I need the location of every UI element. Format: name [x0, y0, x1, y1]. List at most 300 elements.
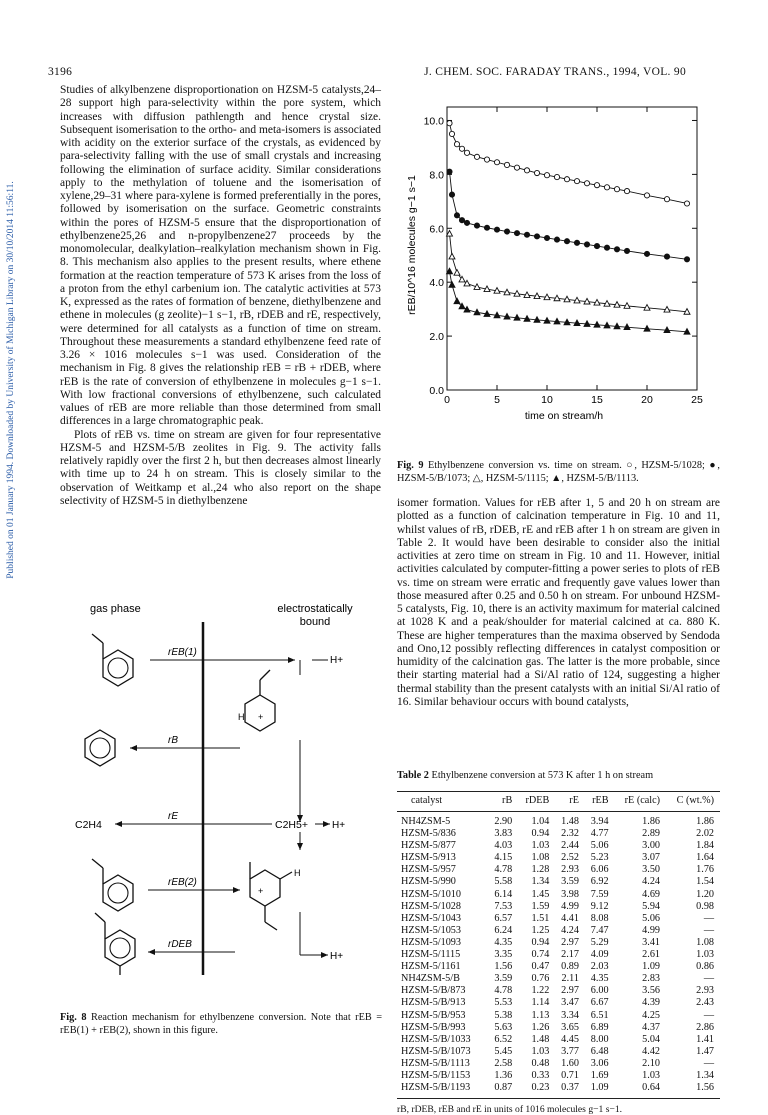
table-cell: 2.86	[696, 1021, 714, 1033]
table-cell: HZSM-5/B/913	[401, 997, 466, 1009]
table-cell: 5.29	[590, 936, 609, 948]
data-point	[454, 213, 459, 218]
table-row	[397, 997, 720, 1009]
table-cell: HZSM-5/1093	[401, 936, 461, 948]
table-cell: 2.90	[494, 816, 513, 827]
table-cell: 1.59	[531, 900, 550, 912]
table-cell: 7.47	[590, 924, 609, 936]
table-cell: 2.17	[561, 949, 579, 961]
data-point	[459, 146, 464, 151]
table-cell: HZSM-5/1053	[401, 924, 461, 936]
table-cell: 3.77	[561, 1045, 579, 1057]
table-cell: 4.24	[642, 876, 660, 888]
table-cell: 2.43	[696, 997, 714, 1009]
page-number: 3196	[48, 66, 73, 78]
table-row	[397, 864, 720, 876]
table-cell: 1.48	[561, 816, 579, 827]
table-cell: 4.77	[590, 828, 609, 840]
table-cell: 3.94	[590, 816, 609, 827]
data-point	[564, 239, 569, 244]
table-cell: 5.45	[494, 1045, 513, 1057]
fig9-caption	[397, 460, 720, 485]
data-point	[684, 257, 689, 262]
table-row	[397, 840, 720, 852]
h-plus-2: H+	[332, 820, 346, 831]
table-cell: 3.98	[561, 888, 579, 900]
table-cell: 0.87	[489, 1082, 519, 1099]
table-cell: 6.14	[494, 888, 513, 900]
table-cell: 4.15	[494, 852, 513, 864]
data-point	[604, 245, 609, 250]
table-cell: —	[703, 924, 714, 936]
table-cell: 1.56	[494, 961, 513, 973]
data-point	[564, 177, 569, 182]
data-point	[554, 174, 559, 179]
table-row	[397, 1010, 720, 1022]
table-cell: 4.39	[642, 997, 660, 1009]
table-cell: 4.78	[494, 985, 513, 997]
table-cell: HZSM-5/1161	[401, 961, 461, 973]
bound-label: bound	[299, 616, 331, 628]
electrostatically-label: electrostatically	[277, 603, 353, 615]
figure-9	[397, 85, 720, 465]
data-point	[584, 181, 589, 186]
sigma-h-2: H	[294, 868, 301, 878]
table-cell: 3.65	[561, 1021, 579, 1033]
data-point	[447, 121, 452, 126]
data-point	[464, 220, 469, 225]
table-cell: 2.11	[561, 973, 579, 985]
fig9-caption-label: Fig. 9	[397, 460, 424, 471]
table2-header-cell: rDEB	[518, 792, 555, 812]
table-cell: 1.03	[642, 1069, 660, 1081]
data-point	[494, 160, 499, 165]
table-cell: 4.69	[642, 888, 660, 900]
table-cell: 4.35	[590, 973, 609, 985]
table-cell: HZSM-5/1115	[401, 949, 461, 961]
series-line	[450, 172, 688, 260]
data-point	[594, 183, 599, 188]
table-row	[397, 1034, 720, 1046]
table-cell: 7.59	[590, 888, 609, 900]
data-point	[464, 150, 469, 155]
table-cell: 2.93	[561, 864, 579, 876]
table-cell: HZSM-5/B/1153	[401, 1069, 471, 1081]
x-tick-label: 10	[541, 394, 553, 406]
data-point	[504, 162, 509, 167]
table-2	[397, 770, 720, 1115]
table-cell: 1.41	[696, 1033, 714, 1045]
table-cell: 3.56	[642, 985, 660, 997]
table-cell: 1.48	[531, 1033, 550, 1045]
table-cell: HZSM-5/1028	[401, 900, 461, 912]
data-point	[644, 193, 649, 198]
plot-frame	[447, 107, 697, 390]
data-point	[454, 270, 460, 276]
table2-title	[397, 770, 720, 781]
x-tick-label: 25	[691, 394, 703, 406]
table-cell: HZSM-5/B/953	[401, 1009, 466, 1021]
table-cell: 6.89	[590, 1021, 609, 1033]
data-point	[594, 243, 599, 248]
table-cell: 4.24	[561, 924, 579, 936]
table-cell: HZSM-5/913	[401, 852, 456, 864]
table-cell: 1.34	[696, 1069, 714, 1081]
table-cell: 1.04	[531, 816, 550, 827]
table-cell: 0.71	[561, 1069, 579, 1081]
ethylbenzene-gas-2	[92, 859, 133, 911]
paragraph-1: Studies of alkylbenzene disproportionation on HZSM-5 catalysts,24–28 support high para-selectivity within the pore system, which increases with diffusion pathlength and hence crystal size. Subsequent isomerisation to the ortho- and meta-isomers is associated with acidity on the exterior surface of the crystals, as evidenced by para-selectivity falling with the use of small crystals and increasing following the elimination of surface acidity. Similar considerations apply to the methylation of toluene and the isomerisation of xylene,29–31 where para-xylene is formed preferentially in the pores, followed by isomerisation on the surface. Geometric constraints within the pores of HZSM-5 ensure that the disproportionation of ethylbenzene25,26 and n-propylbenzene27 proceeds by the monomolecular, dealkylation–realkylation mechanism shown in Fig. 8. This mechanism also applies to the present results, where ethene formation at the reaction temperature of 573 K arises from the loss of a proton from the ethyl carbenium ion. The catalytic activities at 573 K, expressed as the rates of formation of benzene, diethylbenzene and ethene in molecules (g zeolite)−1 s−1, rB, rDEB and rE, respectively, were determined for all catalysts as a function of time on stream. Throughout these measurements a standard ethylbenzene feed rate of 3.26 × 1016 molecules s−1 was used. Consideration of the mechanism in Fig. 8 gives the relationship rEB = rB + rDEB, where rEB is the rate of conversion of ethylbenzene in molecules g−1 s−1. With low fractional conversions of ethylbenzene, such calculated values of rEB are more reliable than those determined from small differences in a large chromatographic peak.	[60, 84, 381, 428]
table-cell: 3.35	[494, 949, 513, 961]
table-cell: 0.89	[561, 961, 579, 973]
table-cell: 3.47	[561, 997, 579, 1009]
table-cell: 1.84	[696, 840, 714, 852]
data-point	[484, 225, 489, 230]
table-cell: 0.47	[531, 961, 550, 973]
table-row	[397, 925, 720, 937]
data-point	[514, 231, 519, 236]
table-row	[397, 973, 720, 985]
data-point	[574, 179, 579, 184]
table-cell: 0.37	[555, 1082, 585, 1099]
sigma-plus-2: +	[258, 886, 264, 896]
h-plus-3: H+	[330, 951, 344, 962]
table-cell: 1.03	[531, 840, 550, 852]
y-tick-label: 10.0	[423, 115, 444, 128]
data-point	[474, 154, 479, 159]
table-cell: 5.04	[642, 1033, 660, 1045]
table-cell: 1.51	[531, 912, 550, 924]
table-cell: 1.26	[531, 1021, 550, 1033]
table-cell: 2.02	[696, 828, 714, 840]
table-cell: 5.53	[494, 997, 513, 1009]
diethylbenzene-gas	[95, 913, 135, 975]
table-cell: 4.45	[561, 1033, 579, 1045]
table-cell: —	[703, 1057, 714, 1069]
table-cell: 4.42	[642, 1045, 660, 1057]
data-point	[449, 131, 454, 136]
table-cell: 4.35	[494, 936, 513, 948]
table-cell: 4.25	[642, 1009, 660, 1021]
table-cell: —	[703, 973, 714, 985]
table-cell: 2.61	[642, 949, 660, 961]
table-row	[397, 1046, 720, 1058]
fig9-caption-text: Ethylbenzene conversion vs. time on stream. ○, HZSM-5/1028; ●, HZSM-5/B/1073; △, HZSM-5/1115; ▲, HZSM-5/B/1113.	[397, 460, 720, 484]
table-cell: 1.86	[642, 816, 660, 827]
x-axis-label: time on stream/h	[524, 410, 604, 422]
table-cell: 1.20	[696, 888, 714, 900]
table-row	[397, 937, 720, 949]
data-point	[459, 218, 464, 223]
table-cell: 3.59	[494, 973, 513, 985]
table-cell: 6.00	[590, 985, 609, 997]
sigma-complex-2	[250, 862, 301, 930]
data-point	[449, 192, 454, 197]
table-cell: 3.59	[561, 876, 579, 888]
r-b-label: rB	[168, 735, 178, 746]
table2-header-cell: rE	[555, 792, 585, 812]
table-cell: HZSM-5/877	[401, 840, 456, 852]
paragraph-2: Plots of rEB vs. time on stream are given for four representative HZSM-5 and HZSM-5/B zeolites in Fig. 9. The activity falls relatively rapidly over the first 2 h, but then decreases almost linearly with time up to 24 h on stream. This is closely similar to the observation of Weitkamp et al.,24 who also report on the shape selectivity of HZSM-5 in diethylbenzene	[60, 428, 381, 507]
series-open-circle	[447, 121, 690, 207]
table-cell: 2.83	[642, 973, 660, 985]
table-cell: HZSM-5/B/1033	[401, 1033, 471, 1045]
series-line	[450, 123, 688, 203]
sigma-plus-1: +	[258, 712, 264, 722]
y-tick-label: 4.0	[429, 277, 444, 290]
table-cell: 1.60	[561, 1057, 579, 1069]
sigma-h-1: H	[238, 712, 245, 722]
table-cell: 2.97	[561, 985, 579, 997]
table-row	[397, 1082, 720, 1099]
table-cell: 0.74	[531, 949, 550, 961]
table-cell: 1.09	[585, 1082, 615, 1099]
table-cell: 2.58	[494, 1057, 513, 1069]
series-filled-circle	[447, 169, 690, 262]
table-cell: 1.03	[696, 949, 714, 961]
table-cell: 6.67	[590, 997, 609, 1009]
data-point	[574, 240, 579, 245]
data-point	[474, 223, 479, 228]
table-cell: 2.89	[642, 828, 660, 840]
x-tick-label: 0	[444, 394, 450, 406]
table-cell: 5.06	[642, 912, 660, 924]
data-point	[484, 157, 489, 162]
table-row	[397, 913, 720, 925]
table-cell: 3.00	[642, 840, 660, 852]
table-cell: 0.98	[696, 900, 714, 912]
table-cell: 5.94	[642, 900, 660, 912]
download-watermark	[4, 90, 18, 670]
table-cell: 3.41	[642, 936, 660, 948]
table-cell: 0.33	[531, 1069, 550, 1081]
data-point	[544, 235, 549, 240]
table-cell: 3.83	[494, 828, 513, 840]
table-cell: 3.50	[642, 864, 660, 876]
data-point	[514, 165, 519, 170]
data-point	[604, 185, 609, 190]
gas-phase-label: gas phase	[90, 603, 141, 615]
table-row	[397, 852, 720, 864]
data-point	[624, 188, 629, 193]
table-cell: HZSM-5/B/1073	[401, 1045, 471, 1057]
table-cell: 1.45	[531, 888, 550, 900]
fig8-caption-label: Fig. 8	[60, 1012, 87, 1023]
table-cell: 8.00	[590, 1033, 609, 1045]
journal-header: J. CHEM. SOC. FARADAY TRANS., 1994, VOL. 90	[424, 66, 686, 78]
table2-header-cell: C (wt.%)	[666, 792, 720, 812]
data-point	[614, 247, 619, 252]
mechanism-diagram	[60, 600, 385, 975]
table-cell: HZSM-5/1010	[401, 888, 461, 900]
figure-8	[60, 600, 385, 1015]
table-cell: HZSM-5/B/993	[401, 1021, 466, 1033]
table-cell: 1.56	[666, 1082, 720, 1099]
data-point	[554, 237, 559, 242]
table-cell: 6.51	[590, 1009, 609, 1021]
table-cell: 4.99	[642, 924, 660, 936]
table-cell: 2.03	[590, 961, 609, 973]
table-row	[397, 901, 720, 913]
data-point	[454, 142, 459, 147]
table-cell: 1.13	[531, 1009, 550, 1021]
data-point	[449, 253, 455, 259]
fig8-caption	[60, 1012, 382, 1037]
table-row	[397, 812, 720, 829]
table-cell: 5.23	[590, 852, 609, 864]
sigma-complex-1	[238, 670, 275, 731]
table2-grid	[397, 791, 720, 1099]
table-cell: HZSM-5/957	[401, 864, 456, 876]
table-cell: 5.58	[494, 876, 513, 888]
table-cell: 0.94	[531, 936, 550, 948]
table-row	[397, 949, 720, 961]
ethylbenzene-gas	[92, 634, 133, 686]
table-row	[397, 889, 720, 901]
data-point	[544, 173, 549, 178]
table-cell: —	[703, 1009, 714, 1021]
x-tick-label: 15	[591, 394, 603, 406]
data-point	[524, 168, 529, 173]
benzene-gas	[85, 730, 115, 766]
y-tick-label: 0.0	[429, 385, 444, 397]
c2h4-label: C2H4	[75, 819, 102, 831]
h-plus-1: H+	[330, 655, 344, 666]
table2-header-cell: rE (calc)	[615, 792, 666, 812]
y-tick-label: 6.0	[429, 223, 444, 236]
table-cell: 1.86	[696, 816, 714, 827]
table-cell: 1.69	[590, 1069, 609, 1081]
table2-title-label: Table 2	[397, 770, 429, 781]
table-cell: 2.97	[561, 936, 579, 948]
r-eb2-label: rEB(2)	[168, 877, 197, 888]
table-cell: 1.09	[642, 961, 660, 973]
table-cell: 4.03	[494, 840, 513, 852]
table2-footnote: rB, rDEB, rEB and rE in units of 1016 molecules g−1 s−1.	[397, 1104, 623, 1115]
table-cell: 6.06	[590, 864, 609, 876]
table-cell: 4.09	[590, 949, 609, 961]
table-cell: 1.14	[531, 997, 550, 1009]
table-row	[397, 1022, 720, 1034]
data-point	[584, 242, 589, 247]
table-cell: 3.07	[642, 852, 660, 864]
table-cell: 8.08	[590, 912, 609, 924]
table-cell: HZSM-5/990	[401, 876, 456, 888]
table-cell: 3.34	[561, 1009, 579, 1021]
table-cell: 1.08	[696, 936, 714, 948]
right-paragraph-1: isomer formation. Values for rEB after 1, 5 and 20 h on stream are plotted as a function of calcination temperature in Fig. 10 and 11, whilst values of rB, rDEB, rE and rEB after 1 h on stream are given in Table 2. It would have been desirable to consider also the initial activities at zero time on stream in Fig. 10 and 11. However, initial activities calculated by computer-fitting a power series to plots of rEB vs. time on stream were erratic and frequently gave values lower than those measured after 0.25 and 0.50 h on stream. For unbound HZSM-5 catalysts, Fig. 10, there is an activity maximum for material calcined at 1028 K and a peak/shoulder for material calcined at ca. 880 K. These are higher temperatures than the maxima observed by Sendoda and Ono,12 possibly reflecting differences in catalyst composition or humidity of the calcination gas. The latter is the more probable, since their starting material had a Si/Al ratio of 124, suggesting a higher thermal stability than the present catalysts with an initial Si/Al ratio of 16. Similar behaviour occurs with bound catalysts,	[397, 497, 720, 708]
x-tick-label: 20	[641, 394, 653, 406]
table-cell: 1.03	[531, 1045, 550, 1057]
data-point	[684, 201, 689, 206]
table-cell: 3.06	[590, 1057, 609, 1069]
table-row	[397, 1070, 720, 1082]
table-row	[397, 961, 720, 973]
y-tick-label: 8.0	[429, 169, 444, 182]
table-cell: 1.08	[531, 852, 550, 864]
data-point	[494, 227, 499, 232]
table-cell: 4.78	[494, 864, 513, 876]
table-cell: 6.52	[494, 1033, 513, 1045]
table-cell: HZSM-5/1043	[401, 912, 461, 924]
data-point	[624, 248, 629, 253]
data-point	[644, 251, 649, 256]
left-column-text	[60, 84, 381, 508]
table-cell: 2.32	[561, 828, 579, 840]
table-cell: 0.86	[696, 961, 714, 973]
table-cell: 0.64	[615, 1082, 666, 1099]
data-point	[524, 232, 529, 237]
data-point	[614, 187, 619, 192]
y-tick-label: 2.0	[429, 331, 444, 344]
table-cell: 1.76	[696, 864, 714, 876]
table-cell: NH4ZSM-5	[401, 816, 451, 827]
table-row	[397, 985, 720, 997]
data-point	[664, 197, 669, 202]
table-cell: 5.63	[494, 1021, 513, 1033]
table-cell: 2.93	[696, 985, 714, 997]
table-cell: 1.54	[696, 876, 714, 888]
table2-header-cell: rEB	[585, 792, 615, 812]
table-cell: 1.25	[531, 924, 550, 936]
table2-header-cell: catalyst	[397, 792, 489, 812]
data-point	[534, 170, 539, 175]
table-cell: 0.94	[531, 828, 550, 840]
data-point	[454, 298, 460, 304]
watermark-text: Published on 01 January 1994. Downloaded by University of Michigan Library on 30/10/2014 11:56:11.	[6, 181, 16, 579]
table-cell: 1.34	[531, 876, 550, 888]
table-cell: 4.41	[561, 912, 579, 924]
table-cell: 2.10	[642, 1057, 660, 1069]
table-cell: 6.48	[590, 1045, 609, 1057]
fig9-chart	[397, 85, 720, 430]
right-column-text	[397, 497, 720, 709]
table-cell: NH4ZSM-5/B	[401, 973, 460, 985]
table2-header-cell: rB	[489, 792, 519, 812]
table-cell: 6.24	[494, 924, 513, 936]
table-row	[397, 828, 720, 840]
table-cell: 6.57	[494, 912, 513, 924]
table-cell: 2.52	[561, 852, 579, 864]
table-cell: HZSM-5/B/873	[401, 985, 466, 997]
table-cell: HZSM-5/B/1113	[401, 1057, 470, 1069]
r-e-label: rE	[168, 811, 178, 822]
table-cell: 7.53	[494, 900, 513, 912]
c2h5-label: C2H5+	[275, 819, 308, 831]
table-cell: HZSM-5/836	[401, 828, 456, 840]
table-cell: 2.44	[561, 840, 579, 852]
table-cell: HZSM-5/B/1193	[397, 1082, 489, 1099]
table-cell: 1.22	[531, 985, 550, 997]
table-row	[397, 876, 720, 888]
table-cell: 4.99	[561, 900, 579, 912]
table-cell: 5.06	[590, 840, 609, 852]
table-cell: 0.23	[518, 1082, 555, 1099]
r-eb1-label: rEB(1)	[168, 647, 197, 658]
table-cell: 5.38	[494, 1009, 513, 1021]
table-cell: 1.28	[531, 864, 550, 876]
table-cell: —	[703, 912, 714, 924]
table-row	[397, 1058, 720, 1070]
table2-title-text: Ethylbenzene conversion at 573 K after 1 h on stream	[431, 770, 654, 781]
data-point	[534, 234, 539, 239]
data-point	[447, 169, 452, 174]
table-cell: 1.47	[696, 1045, 714, 1057]
fig8-caption-text: Reaction mechanism for ethylbenzene conversion. Note that rEB = rEB(1) + rEB(2), shown in this figure.	[60, 1012, 383, 1036]
y-axis-label: rEB/10^16 molecules g−1 s−1	[406, 175, 418, 315]
data-point	[664, 254, 669, 259]
x-tick-label: 5	[494, 394, 500, 406]
